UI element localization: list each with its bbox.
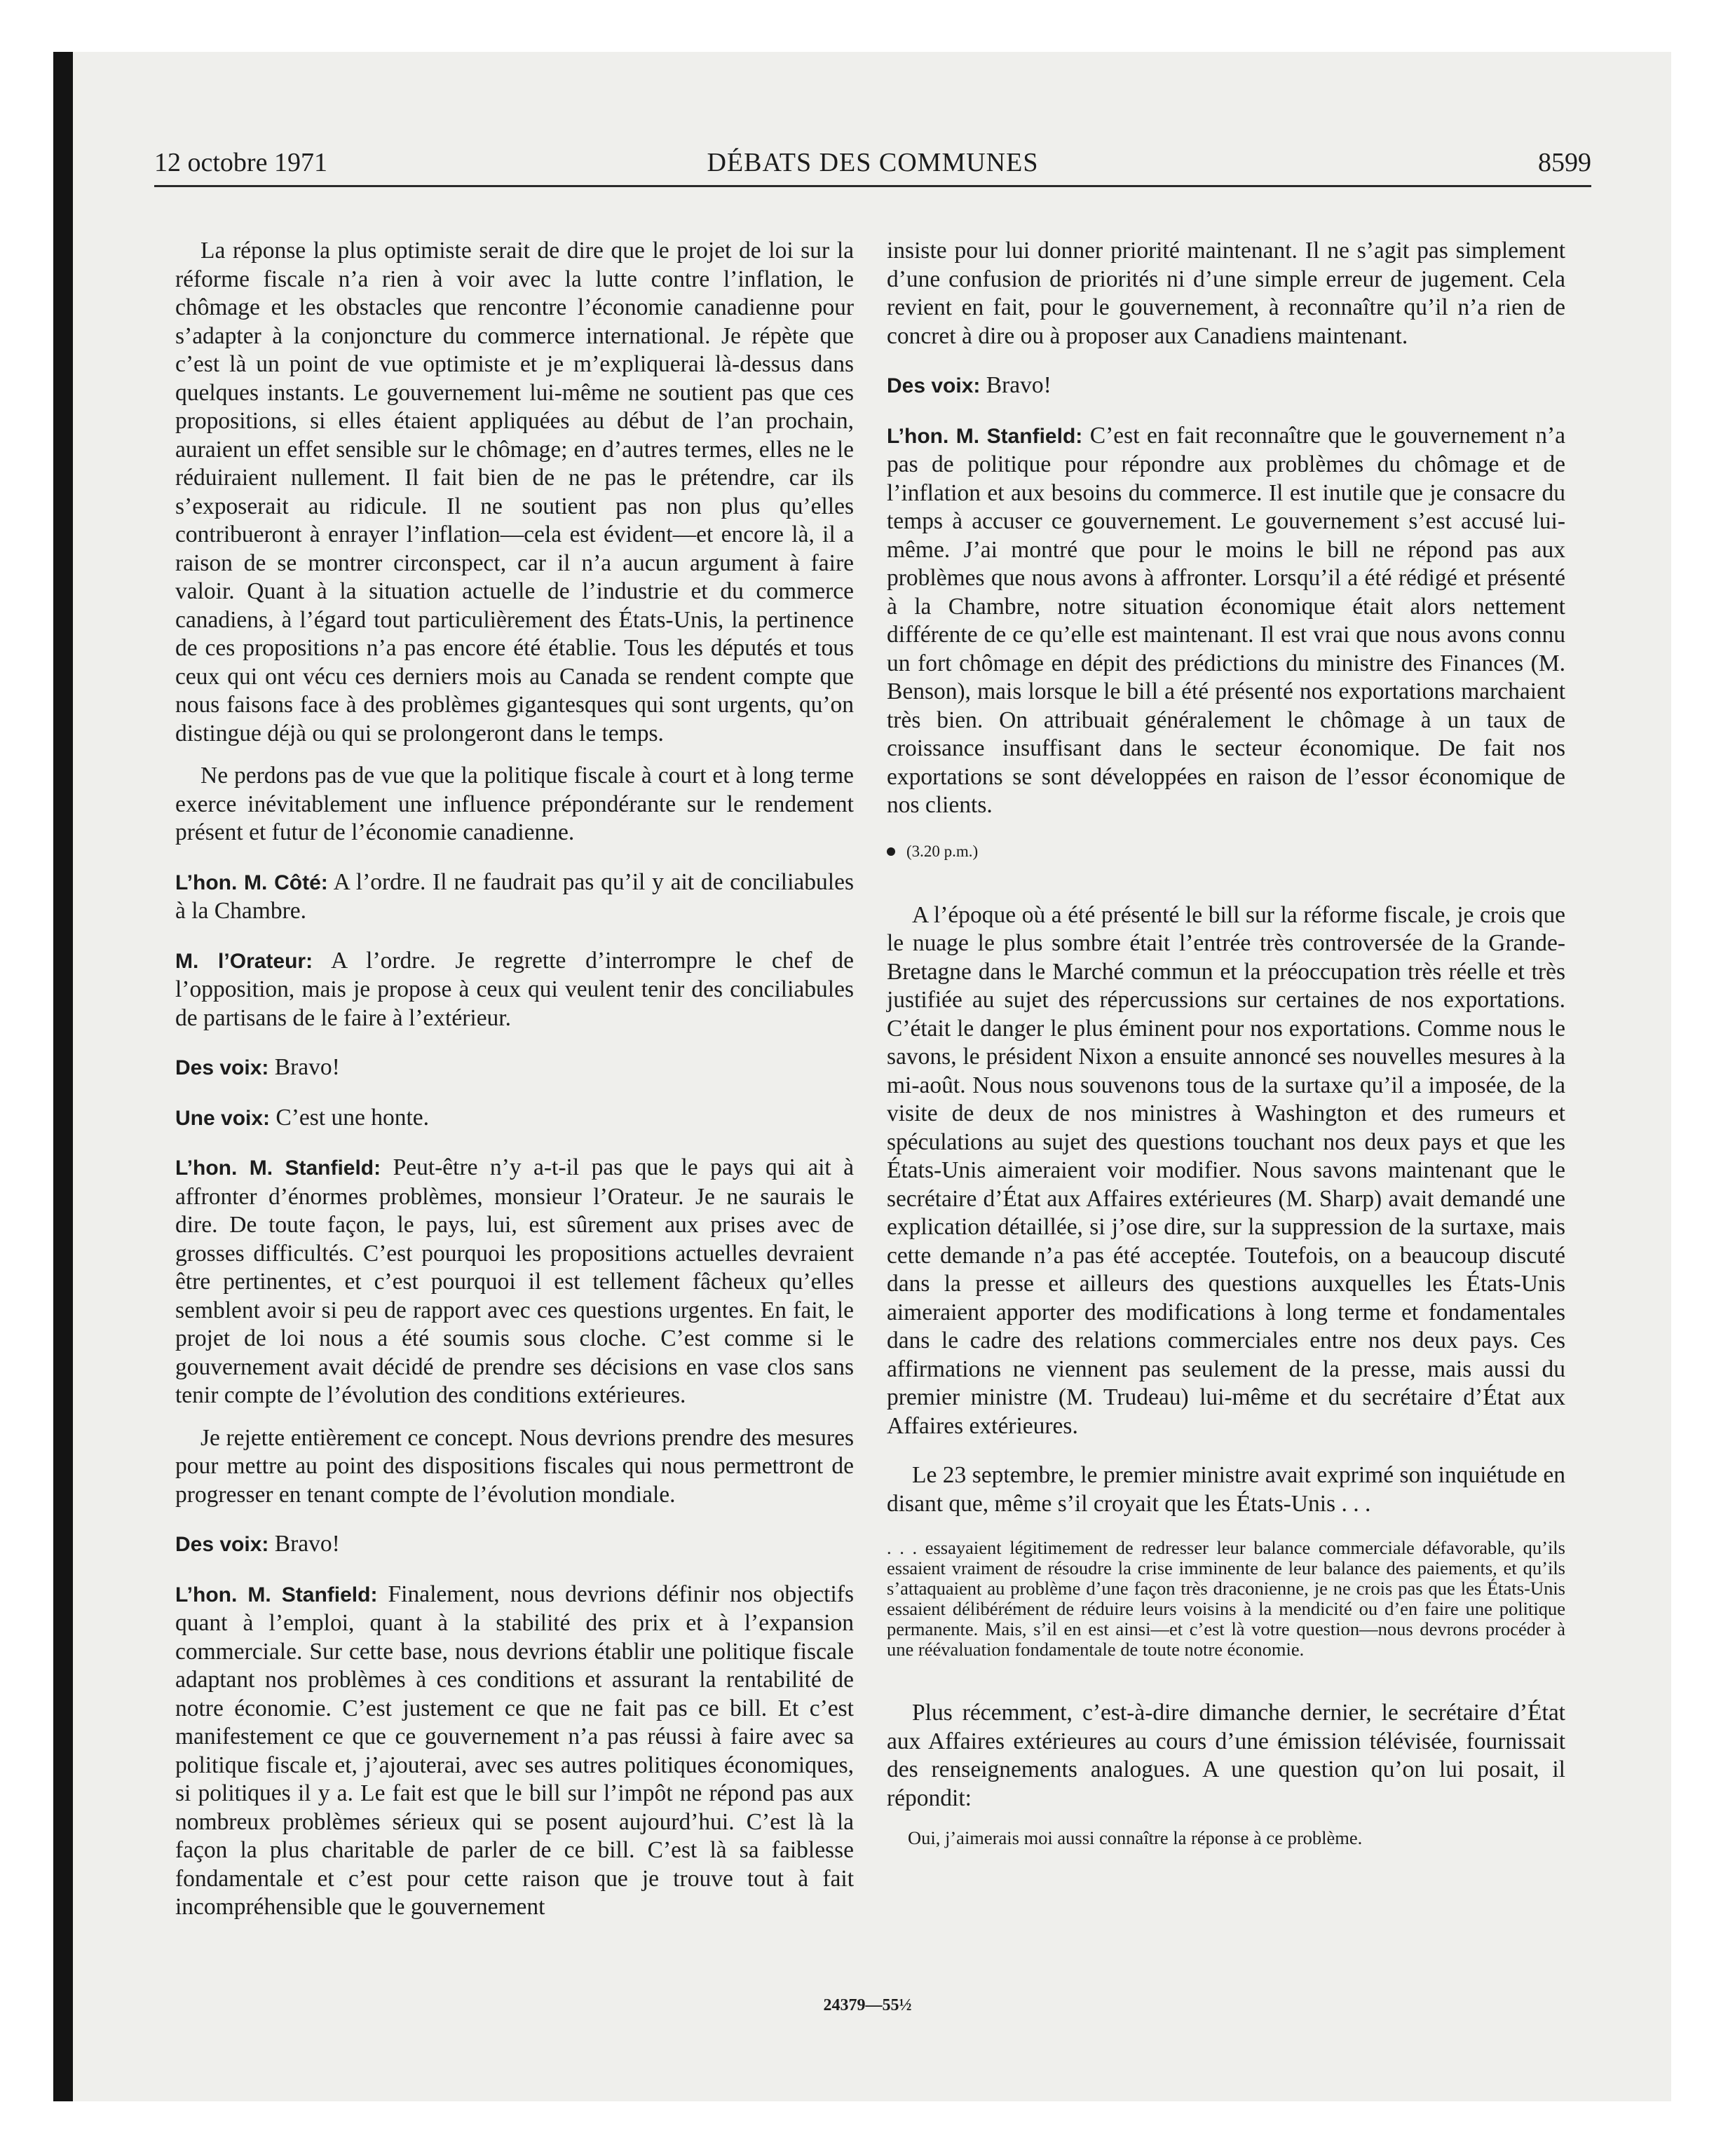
speaker-name: L’hon. M. Côté: bbox=[175, 871, 328, 894]
speech-text: Bravo! bbox=[268, 1054, 340, 1080]
paragraph: Le 23 septembre, le premier ministre avait exprimé son inquiétude en disant que, même s’il croyait que les États-Unis . . . bbox=[887, 1462, 1565, 1517]
speech-text: Finalement, nous devrions définir nos objectifs quant à l’emploi, quant à la stabilité des prix et à l’expansion commerciale. Sur cette base, nous devrions établir une politique fiscale adaptant nos problèmes à ces conditions et assurant la rentabilité de notre économie. C’est justement ce que ne fait pas ce bill. Et c’est manifestement ce que ce gouvernement n’a pas réussi à faire avec sa politique fiscale et, j’ajouterai, avec ses autres politiques économiques, si politiques il y a. Le fait est que le bill sur l’impôt ne répond pas aux nombreux problèmes sérieux qui se posent aujourd’hui. C’est là la façon la plus charitable de parler de ce bill. C’est là sa faiblesse fondamentale et c’est pour cette raison que je trouve tout à fait incompréhensible que le gouvernement bbox=[175, 1581, 854, 1920]
speaker-name: Une voix: bbox=[175, 1106, 271, 1130]
right-column bbox=[887, 237, 1565, 1848]
block-quote: Oui, j’aimerais moi aussi connaître la réponse à ce problème. bbox=[908, 1827, 1363, 1848]
speech-stanfield bbox=[887, 422, 1565, 820]
paragraph: A l’époque où a été présenté le bill sur la réforme fiscale, je crois que le nuage le plus sombre était l’entrée très controversée de la Grande-Bretagne dans le Marché commun et la préoccupation très réelle et très justifiée au sujet des répercussions sur certaines de nos exportations. C’était le danger le plus éminent pour nos exportations. Comme nous le savons, le président Nixon a ensuite annoncé ses nouvelles mesures à la mi-août. Nous nous souvenons tous de la surtaxe qu’il a imposée, de la visite de deux de nos ministres à Washington et des rumeurs et spéculations au sujet des questions touchant nos deux pays et que les États-Unis aimeraient voir modifier. Nous savons maintenant que le secrétaire d’État aux Affaires extérieures (M. Sharp) avait demandé une explication détaillée, si j’ose dire, sur la suppression de la surtaxe, mais cette demande n’a pas été acceptée. Toutefois, on a beaucoup discuté dans la presse et ailleurs des questions auxquelles les États-Unis aimeraient apporter des modifications à long terme et fondamentales dans le cadre des relations commerciales entre nos deux pays. Ces affirmations ne viennent pas seulement de la presse, mais aussi du premier ministre (M. Trudeau) lui-même et du secrétaire d’État aux Affaires extérieures. bbox=[887, 901, 1565, 1439]
speech-text: C’est une honte. bbox=[270, 1104, 430, 1131]
speech-stanfield bbox=[175, 1154, 854, 1410]
speech-text: A l’ordre. Il ne faudrait pas qu’il y ait de conciliabules à la Chambre. bbox=[175, 868, 855, 924]
time-marker bbox=[887, 841, 1565, 862]
paragraph: Plus récemment, c’est-à-dire dimanche dernier, le secrétaire d’État aux Affaires extérieures au cours d’une émission télévisée, fournissait des renseignements analogues. A une question qu’on lui posait, il répondit: bbox=[887, 1700, 1565, 1811]
bullet-icon bbox=[887, 847, 895, 856]
speaker-name: Des voix: bbox=[175, 1533, 269, 1556]
page-number: 8599 bbox=[1538, 148, 1591, 177]
speech-orateur bbox=[175, 947, 854, 1033]
paragraph: Je rejette entièrement ce concept. Nous devrions prendre des mesures pour mettre au point des dispositions fiscales qui nous permettront de progresser en tenant compte de l’évolution mondiale. bbox=[175, 1424, 854, 1508]
running-header bbox=[154, 146, 1591, 187]
paragraph: Ne perdons pas de vue que la politique fiscale à court et à long terme exerce inévitablement une influence prépondérante sur le rendement présent et futur de l’économie canadienne. bbox=[175, 763, 854, 845]
speech-des-voix bbox=[175, 1053, 854, 1083]
block-quote: . . . essayaient légitimement de redresser leur balance commerciale défavorable, qu’ils essaient vraiment de résoudre la crise imminente de leur balance des paiements, et qu’ils s’attaquaient au problème d’une façon très draconienne, je ne crois pas que les États-Unis essaient délibérément de réduire leurs voisins à la mendicité ou d’en faire une politique permanente. Mais, s’il en est ainsi—et c’est là votre question—nous devrons procéder à une réévaluation fondamentale de toute notre économie. bbox=[887, 1537, 1565, 1660]
printer-signature: 24379—55½ bbox=[823, 1996, 912, 2014]
speech-text: Bravo! bbox=[268, 1531, 340, 1557]
header-date: 12 octobre 1971 bbox=[154, 148, 327, 177]
speech-des-voix bbox=[175, 1530, 854, 1560]
speech-text: A l’ordre. Je regrette d’interrompre le chef de l’opposition, mais je propose à ceux qui veulent tenir des conciliabules de partisans de le faire à l’extérieur. bbox=[175, 947, 854, 1031]
speaker-name: L’hon. M. Stanfield: bbox=[175, 1583, 378, 1606]
speaker-name: M. l’Orateur: bbox=[175, 949, 313, 973]
speaker-name: L’hon. M. Stanfield: bbox=[175, 1157, 381, 1180]
speech-stanfield bbox=[175, 1581, 854, 1922]
binding-shadow bbox=[53, 52, 73, 2101]
speech-cote bbox=[175, 868, 854, 926]
paragraph: insiste pour lui donner priorité maintenant. Il ne s’agit pas simplement d’une confusion de priorités ni d’une simple erreur de jugement. Cela revient en fait, pour le gouvernement, à reconnaître qu’il n’a rien de concret à dire ou à proposer aux Canadiens maintenant. bbox=[887, 238, 1565, 349]
paragraph: La réponse la plus optimiste serait de dire que le projet de loi sur la réforme fiscale n’a rien à voir avec la lutte contre l’inflation, le chômage et les obstacles que rencontre l’économie canadienne pour s’adapter à la conjoncture du commerce international. Je répète que c’est là un point de vue optimiste et je m’expliquerai là-dessus dans quelques instants. Le gouvernement lui-même ne soutient pas que ces propositions, si elles étaient appliquées au début de l’an prochain, auraient un effet sensible sur le chômage; en d’autres termes, elles ne le réduiraient nullement. Il fait bien de ne pas le prétendre, car ils s’exposerait au ridicule. Il ne soutient pas non plus qu’elles contribueront à enrayer l’inflation—cela est évident—et encore là, il a raison de se montrer circonspect, car il n’a aucun argument à faire valoir. Quant à la situation actuelle de l’industrie et du commerce canadiens, à l’égard tout particulièrement des États-Unis, la pertinence de ces propositions n’a pas encore été établie. Tous les députés et tous ceux qui ont vécu ces derniers mois au Canada se rendent compte que nous faisons face à des problèmes gigantesques qui sont urgents, qu’on distingue déjà ou qui se prolongeront dans le temps. bbox=[175, 238, 854, 746]
speech-des-voix bbox=[887, 371, 1565, 401]
speaker-name: Des voix: bbox=[887, 374, 981, 397]
speech-text: Peut-être n’y a-t-il pas que le pays qui ait à affronter d’énormes problèmes, monsieur l’Orateur. Je ne saurais le dire. De toute façon, le pays, lui, est sûrement aux prises avec de grosses difficultés. C’est pourquoi les propositions actuelles devraient être pertinentes, et c’est pourquoi il est tellement fâcheux qu’elles semblent avoir si peu de rapport avec ces questions urgentes. En fait, le projet de loi nous a été soumis sous cloche. C’est comme si le gouvernement avait décidé de prendre ses décisions en vase clos sans tenir compte de l’évolution des conditions extérieures. bbox=[175, 1154, 854, 1408]
speech-text: Bravo! bbox=[980, 372, 1052, 398]
header-title: DÉBATS DES COMMUNES bbox=[707, 148, 1039, 177]
speaker-name: L’hon. M. Stanfield: bbox=[887, 424, 1083, 448]
time-stamp: (3.20 p.m.) bbox=[906, 842, 979, 860]
speech-text: C’est en fait reconnaître que le gouvernement n’a pas de politique pour répondre aux problèmes du chômage et de l’inflation et aux besoins du commerce. Il est inutile que je consacre du temps à accuser ce gouvernement. Le gouvernement s’est accusé lui-même. J’ai montré que pour le moins le bill ne répond pas aux problèmes que nous avons à affronter. Lorsqu’il a été rédigé et présenté à la Chambre, notre situation économique était alors nettement différente de ce qu’elle est maintenant. Il est vrai que nous avons connu un fort chômage en dépit des prédictions du ministre des Finances (M. Benson), mais lorsque le bill a été présenté nos exportations marchaient très bien. On attribuait généralement le chômage à un taux de croissance insuffisant dans le secteur économique. De fait nos exportations se sont développées en raison de l’essor économique de nos clients. bbox=[887, 422, 1566, 818]
speech-une-voix bbox=[175, 1104, 854, 1133]
left-column bbox=[175, 237, 854, 1936]
speaker-name: Des voix: bbox=[175, 1056, 269, 1079]
